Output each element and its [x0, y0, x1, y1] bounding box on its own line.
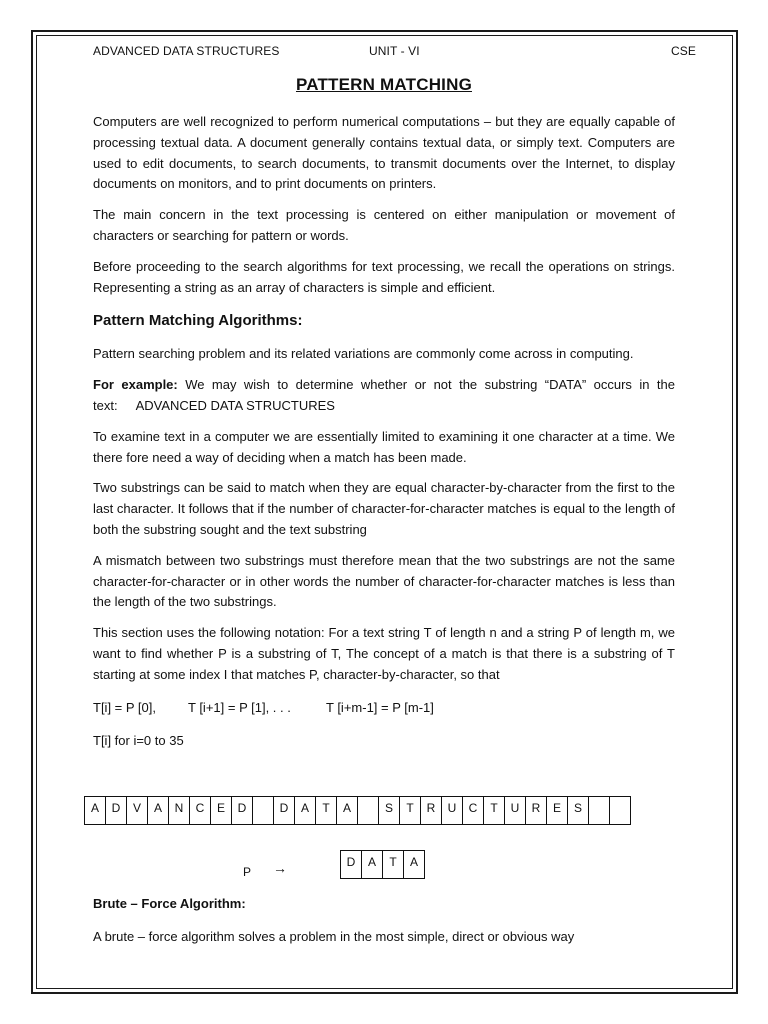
text-array-cell	[106, 797, 127, 825]
formula-part-3: T [i+m-1] = P [m-1]	[326, 699, 434, 715]
paragraph-mismatch: A mismatch between two substrings must therefore mean that the two substrings are not the same character-for-character or in other words the number of character-for-character matches is less than the length of the two substrings.	[93, 552, 675, 610]
text-array-cell-char: C	[468, 801, 478, 815]
brute-force-heading: Brute – Force Algorithm:	[93, 896, 246, 911]
text-array-cell-char: S	[384, 801, 393, 815]
loop-text: T[i] for i=0 to 35	[93, 732, 184, 748]
text-array-cell-char: E	[552, 801, 561, 815]
document-page	[93, 40, 696, 753]
text-array-cell-char: D	[111, 801, 121, 815]
text-array-cell	[232, 797, 253, 825]
header-dept: CSE	[671, 44, 696, 58]
paragraph-pattern-intro: Pattern searching problem and its related variations are commonly come across in computing.	[93, 346, 634, 362]
pattern-array-cell-char: T	[389, 855, 397, 869]
header-course: ADVANCED DATA STRUCTURES	[93, 44, 280, 58]
text-array-cell	[526, 797, 547, 825]
paragraph-match: Two substrings can be said to match when they are equal character-by-character from the first to the last character. It follows that if the number of character-for-character matches is equal to the length of both the substring sought and the text substring	[93, 480, 675, 537]
paragraph-concern: The main concern in the text processing is centered on either manipulation or movement of characters or searching for pattern or words.	[93, 207, 675, 243]
text-array-cell-char: N	[174, 801, 184, 815]
text-array-cell-char: T	[406, 801, 414, 815]
formula-part-2: T [i+1] = P [1], . . .	[188, 699, 291, 715]
example-sample: ADVANCED DATA STRUCTURES	[135, 397, 335, 413]
right-arrow-icon: →	[273, 860, 287, 876]
text-array-cell-char: T	[322, 801, 330, 815]
text-array-cell	[274, 797, 295, 825]
paragraph-notation: This section uses the following notation: For a text string T of length n and a string P of length m, we want to find whether P is a substring of T, The concept of a match is that there is a substring of T starting at some index I that matches P, character-by-character, so that	[93, 625, 675, 682]
section-heading: Pattern Matching Algorithms:	[93, 312, 303, 330]
text-array-cell	[148, 797, 169, 825]
text-array-cell	[568, 797, 589, 825]
text-array-cell-char: U	[447, 801, 457, 815]
pattern-array-cell	[341, 851, 362, 879]
text-array-cell	[127, 797, 148, 825]
pattern-array-cell	[383, 851, 404, 879]
paragraph-example	[93, 375, 675, 417]
paragraph-strings: Before proceeding to the search algorithms for text processing, we recall the operations on strings. Representing a string as an array of characters is simple and efficient.	[93, 258, 675, 295]
formula-part-1: T[i] = P [0],	[93, 699, 156, 715]
text-array-cell	[316, 797, 337, 825]
text-array-cell	[610, 797, 631, 825]
pattern-array-table	[340, 850, 425, 879]
match-formula	[93, 700, 675, 720]
text-array-cell	[484, 797, 505, 825]
text-array-cell-char: A	[153, 801, 162, 815]
text-array-cell	[505, 797, 526, 825]
text-array-cell	[463, 797, 484, 825]
text-array-cell	[85, 797, 106, 825]
text-array-cell-char: U	[510, 801, 520, 815]
text-array-cell	[169, 797, 190, 825]
text-array-cell	[211, 797, 232, 825]
text-array-cell	[337, 797, 358, 825]
page-title: PATTERN MATCHING	[295, 75, 472, 94]
text-array-cell-char: S	[573, 801, 582, 815]
text-array-cell	[421, 797, 442, 825]
text-array-cell-char: T	[490, 801, 498, 815]
text-array-cell-char: R	[531, 801, 541, 815]
text-array-cell-char: D	[237, 801, 247, 815]
brute-force-text: A brute – force algorithm solves a problem in the most simple, direct or obvious way	[93, 929, 575, 944]
pattern-array-cell-char: A	[409, 855, 418, 869]
text-array-row	[85, 797, 631, 825]
text-array-cell-char: A	[300, 801, 309, 815]
text-array-cell	[589, 797, 610, 825]
text-array-cell	[358, 797, 379, 825]
pattern-label: P	[243, 865, 252, 879]
text-array-cell	[295, 797, 316, 825]
text-array-cell-char: V	[132, 801, 141, 815]
pattern-array-cell-char: A	[367, 855, 376, 869]
pattern-array-cell-char: D	[346, 855, 356, 869]
text-array-table	[84, 796, 631, 825]
header-unit: UNIT - VI	[369, 44, 420, 58]
page-header	[93, 40, 696, 62]
text-array-cell	[547, 797, 568, 825]
paragraph-examine: To examine text in a computer we are essentially limited to examining it one character at a time. We there fore need a way of deciding when a match has been made.	[93, 428, 675, 465]
text-array-cell	[442, 797, 463, 825]
text-array-cell	[253, 797, 274, 825]
text-array-cell	[190, 797, 211, 825]
paragraph-intro: Computers are well recognized to perform numerical computations – but they are equally capable of processing textual data. A document generally contains textual data, or simply text. Computers are used to edit documents, to search documents, to transmit documents over the Internet, to display documents on monitors, and to print documents on printers.	[93, 114, 675, 192]
example-label: For example:	[93, 377, 178, 393]
text-array-cell	[379, 797, 400, 825]
text-array-cell-char: R	[426, 801, 436, 815]
pattern-array-cell	[362, 851, 383, 879]
pattern-array-row	[341, 851, 425, 879]
text-array-cell-char: E	[216, 801, 225, 815]
text-array-cell-char: D	[279, 801, 289, 815]
pattern-array-cell	[404, 851, 425, 879]
text-array-cell-char: C	[195, 801, 205, 815]
example-text: We may wish to determine whether or not the substring “DATA” occurs in the text:	[93, 377, 675, 413]
text-array-cell-char: A	[342, 801, 351, 815]
text-array-cell	[400, 797, 421, 825]
text-array-cell-char: A	[90, 801, 99, 815]
